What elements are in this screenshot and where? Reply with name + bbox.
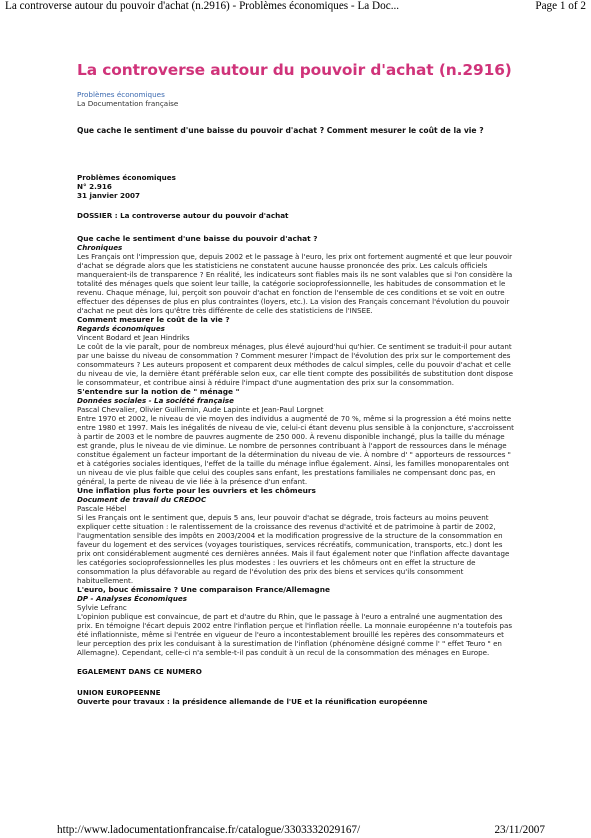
print-header <box>0 0 591 14</box>
publisher-label: La Documentation française <box>77 99 179 108</box>
section-title: L'euro, bouc émissaire ? Une comparaison France/Allemagne <box>77 585 330 594</box>
summary-question: Que cache le sentiment d'une baisse du pouvoir d'achat ? Comment mesurer le coût de la vie ? <box>77 126 484 135</box>
union-europeenne-heading: UNION EUROPEENNE <box>77 688 161 697</box>
breadcrumb <box>77 90 517 108</box>
section-source: Document de travail du CREDOC <box>77 495 207 504</box>
section-authors: Sylvie Lefranc <box>77 603 127 612</box>
article-section <box>77 315 517 387</box>
section-text: L'opinion publique est convaincue, de part et d'autre du Rhin, que le passage à l'euro a entraîné une augmentation des prix. En témoigne l'écart depuis 2002 entre l'inflation perçue et l'inflation réelle. La monnaie européenne n'a toutefois pas été inflationniste, même si l'entrée en vigueur de l'euro a incontestablement brouillé les repères des consommateurs et leur perception des prix les conduisant à la surestimation de l'inflation (phénomène désigné comme l' " effet Teuro " en Allemagne). Cependant, celle-ci n'a semble-t-il pas conduit à un recul de la consommation des ménages en Europe. <box>77 612 513 657</box>
section-text: Entre 1970 et 2002, le niveau de vie moyen des individus a augmenté de 70 %, même si la progression a été moins nette entre 1980 et 1997. Mais les inégalités de niveau de vie, celui-ci étant devenu plus sensible à la conjoncture, s'accroissent à partir de 2003 et le nombre de pauvres augmente de 250 000. À revenu disponible inchangé, plus la taille du ménage est grande, plus le niveau de vie diminue. Le nombre de personnes contribuant à l'apport de ressources dans le ménage constitue également un facteur important de la détermination du niveau de vie. À nombre d' " apporteurs de ressources " et à catégories sociales identiques, l'effet de la taille du ménage influe également. Ainsi, les familles monoparentales ont un niveau de vie plus faible que celui des couples sans enfant, les prestations familiales ne compensant donc pas, en général, la perte de niveau de vie liée à la présence d'un enfant. <box>77 414 514 486</box>
issue-number: N° 2.916 <box>77 182 112 191</box>
article-section <box>77 387 517 486</box>
page-title: La controverse autour du pouvoir d'achat (n.2916) <box>77 61 512 79</box>
issue-date: 31 janvier 2007 <box>77 191 141 200</box>
section-source: Données sociales - La société française <box>77 396 234 405</box>
section-source: DP - Analyses Économiques <box>77 594 187 603</box>
section-authors: Vincent Bodard et Jean Hindriks <box>77 333 190 342</box>
section-text: Les Français ont l'impression que, depuis 2002 et le passage à l'euro, les prix ont fortement augmenté et que leur pouvoir d'achat se dégrade alors que les statisticiens ne constatent aucune hausse prononcée des prix. Les calculs officiels manqueraient-ils de transparence ? En réalité, les indicateurs sont fiables mais ils ne sont valables que si l'on considère la totalité des ménages quels que soient leur taille, la catégorie socioprofessionnelle, les habitudes de consommation et le revenu. Chaque ménage, lui, perçoit son pouvoir d'achat en fonction de l'ensemble de ces conditions et se voit en outre effectuer des dépenses de plus en plus contraintes (loyers, etc.). La vision des Français concernant l'évolution du pouvoir d'achat ne peut dès lors qu'être très différente de celle des statisticiens de l'INSEE. <box>77 252 513 315</box>
section-text: Si les Français ont le sentiment que, depuis 5 ans, leur pouvoir d'achat se dégrade, trois facteurs au moins peuvent expliquer cette situation : le ralentissement de la croissance des revenus d'activité et de patrimoine à partir de 2002, l'augmentation sensible des impôts en 2003/2004 et la modification progressive de la structure de la consommation en faveur du logement et des services (voyages touristiques, services récréatifs, communication, transports, etc.) dont les prix ont considérablement augmenté ces dernières années. Mais il faut également noter que l'inflation affecte davantage les catégories socioprofessionnelles les plus modestes : les ouvriers et les chômeurs ont en effet la structure de consommation la plus défavorable au regard de l'évolution des prix des biens et services qu'ils consomment habituellement. <box>77 513 510 585</box>
section-authors: Pascal Chevalier, Olivier Guillemin, Aude Lapinte et Jean-Paul Lorgnet <box>77 405 324 414</box>
article-content <box>77 61 517 706</box>
section-title: S'entendre sur la notion de " ménage " <box>77 387 240 396</box>
print-header-title: La controverse autour du pouvoir d'achat (n.2916) - Problèmes économiques - La Doc... <box>5 0 400 12</box>
section-title: Que cache le sentiment d'une baisse du pouvoir d'achat ? <box>77 234 318 243</box>
section-authors: Pascale Hébel <box>77 504 127 513</box>
union-europeenne-article: Ouverte pour travaux : la présidence allemande de l'UE et la réunification européenne <box>77 697 428 706</box>
article-sections <box>77 234 517 657</box>
section-title: Comment mesurer le coût de la vie ? <box>77 315 230 324</box>
issue-meta <box>77 173 517 200</box>
section-source: Chroniques <box>77 243 123 252</box>
article-section <box>77 234 517 315</box>
issue-publication: Problèmes économiques <box>77 173 176 182</box>
print-footer-date: 23/11/2007 <box>494 824 545 836</box>
print-footer <box>0 824 591 838</box>
dossier-heading: DOSSIER : La controverse autour du pouvoir d'achat <box>77 211 289 220</box>
breadcrumb-link-problemes-economiques[interactable]: Problèmes économiques <box>77 90 165 99</box>
also-in-issue-heading: EGALEMENT DANS CE NUMERO <box>77 667 202 676</box>
print-footer-url: http://www.ladocumentationfrancaise.fr/catalogue/3303332029167/ <box>57 824 361 836</box>
article-section <box>77 486 517 585</box>
section-title: Une inflation plus forte pour les ouvriers et les chômeurs <box>77 486 316 495</box>
article-section <box>77 585 517 657</box>
section-text: Le coût de la vie paraît, pour de nombreux ménages, plus élevé aujourd'hui qu'hier. Ce sentiment se traduit-il pour autant par une baisse du niveau de consommation ? Comment mesurer l'impact de l'évolution des prix sur le comportement des consommateurs ? Les auteurs proposent et comparent deux méthodes de calcul simples, celle du pouvoir d'achat et celle du niveau de vie, la dernière étant préférable selon eux, car elle tient compte des possibilités de substitution dont dispose le consommateur, et contribue ainsi à réduire l'impact d'une augmentation des prix sur la consommation. <box>77 342 513 387</box>
print-header-page: Page 1 of 2 <box>535 0 586 12</box>
section-source: Regards économiques <box>77 324 165 333</box>
